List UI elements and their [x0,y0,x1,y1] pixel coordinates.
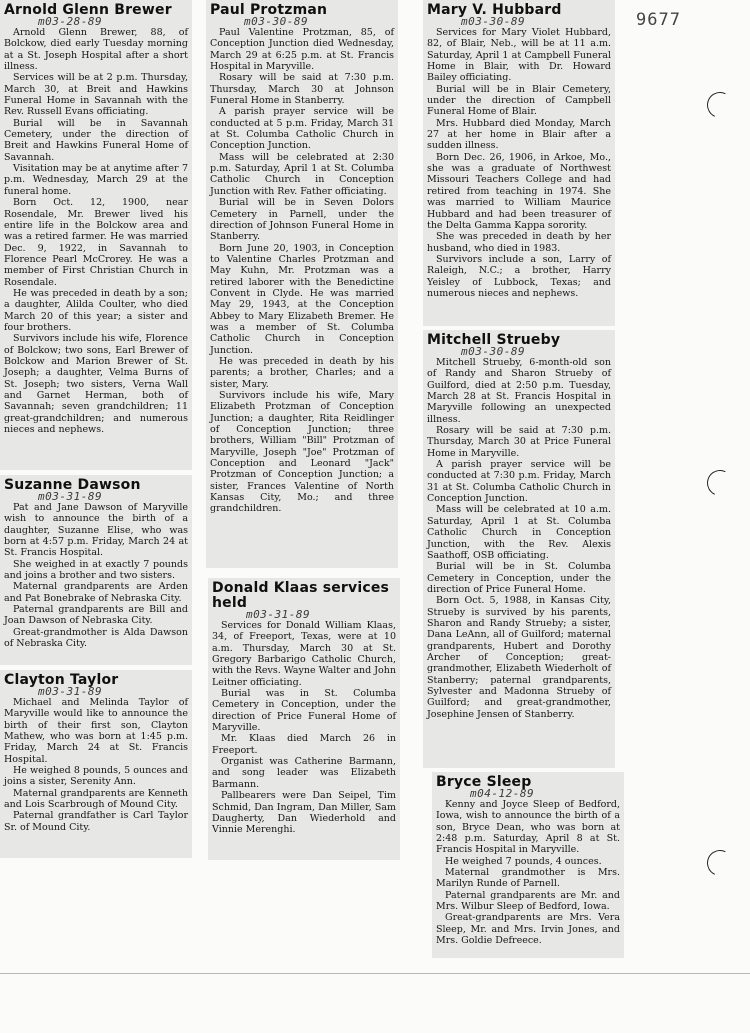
clipping-paragraph: Mrs. Hubbard died Monday, March 27 at her home in Blair after a sudden illness. [427,117,611,152]
clipping-paragraph: He was preceded in death by a son; a daughter, Alilda Coulter, who died March 20 of this year; a sister and four brothers. [4,287,188,333]
clipping-paragraph: Survivors include a son, Larry of Raleigh, N.C.; a brother, Harry Yeisley of Lubbock, Texas; and numerous nieces and nephews. [427,253,611,299]
clipping-paragraph: Burial will be in Seven Dolors Cemetery in Parnell, under the direction of Johnson Funeral Home in Stanberry. [210,197,394,243]
clipping-body [4,27,188,435]
clipping-brewer [0,0,192,470]
clipping-paragraph: Pallbearers were Dan Seipel, Tim Schmid, Dan Ingram, Dan Miller, Sam Daugherty, Dan Wiederhold and Vinnie Merenghi. [212,790,396,836]
clipping-paragraph: Maternal grandparents are Kenneth and Lois Scarbrough of Mound City. [4,787,188,811]
handwritten-date: m03-30-89 [244,15,309,28]
clipping-paragraph: Great-grandmother is Alda Dawson of Nebraska City. [4,626,188,650]
clipping-paragraph: She was preceded in death by her husband, who died in 1983. [427,231,611,254]
clipping-paragraph: Visitation may be at anytime after 7 p.m. Wednesday, March 29 at the funeral home. [4,163,188,197]
clipping-paragraph: A parish prayer service will be conducted at 5 p.m. Friday, March 31 at St. Columba Catholic Church in Conception Junction. [210,106,394,152]
clipping-protzman [206,0,398,568]
clipping-paragraph: Maternal grandmother is Mrs. Marilyn Runde of Parnell. [436,867,620,890]
handwritten-date: m03-31-89 [38,685,103,698]
handwritten-date: m03-30-89 [461,345,526,358]
clipping-body [212,620,396,836]
clipping-paragraph: Mr. Klaas died March 26 in Freeport. [212,733,396,756]
clipping-paragraph: Mass will be celebrated at 2:30 p.m. Saturday, April 1 at St. Columba Catholic Church in Conception Junction with Rev. Father officiating. [210,151,394,197]
handwritten-date: m03-30-89 [461,15,526,28]
clipping-title: Clayton Taylor [4,672,119,688]
clipping-title: Mary V. Hubbard [427,2,562,18]
clipping-title: Mitchell Strueby [427,332,561,348]
clipping-paragraph: Burial will be in St. Columba Cemetery in Conception, under the direction of Price Funeral Home. [427,561,611,595]
clipping-paragraph: Born Oct. 12, 1900, near Rosendale, Mr. Brewer lived his entire life in the Bolckow area and was a retired farmer. He was married Dec. 9, 1922, in Savannah to Florence Pearl McCrorey. He was a member of First Christian Church in Rosendale. [4,197,188,288]
clipping-body [427,27,611,299]
binder-hole-icon [703,846,736,879]
clipping-paragraph: Survivors include his wife, Mary Elizabeth Protzman of Conception Junction; a daughter, Rita Reidlinger of Conception Junction; three brothers, William "Bill" Protzman of Maryville, Joseph "Joe" Protzman of Conception and Leonard "Jack" Protzman of Conception Junction; a sister, Frances Valentine of North Kansas City, Mo.; and three grandchildren. [210,390,394,515]
clipping-title: Paul Protzman [210,2,328,18]
clipping-paragraph: Arnold Glenn Brewer, 88, of Bolckow, died early Tuesday morning at a St. Joseph Hospital after a short illness. [4,27,188,73]
clipping-title: Bryce Sleep [436,774,532,790]
handwritten-date: m03-31-89 [246,608,311,621]
handwritten-date: m03-31-89 [38,490,103,503]
clipping-paragraph: Burial will be in Savannah Cemetery, under the direction of Breit and Hawkins Funeral Home of Savannah. [4,117,188,163]
clipping-dawson [0,475,192,665]
clipping-paragraph: He was preceded in death by his parents; a brother, Charles; and a sister, Mary. [210,355,394,390]
clipping-paragraph: Burial will be in Blair Cemetery, under the direction of Campbell Funeral Home of Blair. [427,83,611,118]
clipping-paragraph: Services for Mary Violet Hubbard, 82, of Blair, Neb., will be at 11 a.m. Saturday, April 1 at Campbell Funeral Home in Blair, with Dr. Howard Bailey officiating. [427,27,611,84]
clipping-hubbard [423,0,615,326]
clipping-paragraph: Mitchell Strueby, 6-month-old son of Randy and Sharon Strueby of Guilford, died at 2:50 p.m. Tuesday, March 28 at St. Francis Hospital in Maryville following an unexpected illness. [427,357,611,425]
clipping-paragraph: Born June 20, 1903, in Conception to Valentine Charles Protzman and May Kuhn, Mr. Protzman was a retired laborer with the Benedictine Convent in Clyde. He was married May 29, 1943, at the Conception Abbey to Mary Elizabeth Bremer. He was a member of St. Columba Catholic Church in Conception Junction. [210,242,394,356]
clipping-paragraph: Pat and Jane Dawson of Maryville wish to announce the birth of a daughter, Suzanne Elise, who was born at 4:57 p.m. Friday, March 24 at St. Francis Hospital. [4,502,188,559]
page-edge-divider [0,973,750,974]
clipping-paragraph: Burial was in St. Columba Cemetery in Conception, under the direction of Price Funeral Home of Maryville. [212,688,396,734]
clipping-paragraph: Paternal grandparents are Bill and Joan Dawson of Nebraska City. [4,604,188,627]
clipping-body [436,799,620,946]
page-number: 9677 [636,10,681,30]
clipping-paragraph: Organist was Catherine Barmann, and song leader was Elizabeth Barmann. [212,756,396,790]
binder-hole-icon [703,88,736,121]
clipping-paragraph: Born Dec. 26, 1906, in Arkoe, Mo., she was a graduate of Northwest Missouri Teachers College and had retired from teaching in 1974. She was married to William Maurice Hubbard and had been treasurer of the Delta Gamma Kappa sorority. [427,151,611,231]
clipping-title: Suzanne Dawson [4,477,141,493]
clipping-paragraph: Michael and Melinda Taylor of Maryville would like to announce the birth of their first son, Clayton Mathew, who was born at 1:45 p.m. Friday, March 24 at St. Francis Hospital. [4,697,188,765]
clipping-paragraph: Maternal grandparents are Arden and Pat Bonebrake of Nebraska City. [4,581,188,604]
clipping-body [210,27,394,515]
clipping-strueby [423,330,615,768]
handwritten-date: m03-28-89 [38,15,103,28]
clipping-paragraph: Paternal grandfather is Carl Taylor Sr. of Mound City. [4,810,188,833]
clipping-paragraph: Survivors include his wife, Florence of Bolckow; two sons, Earl Brewer of Bolckow and Marion Brewer of St. Joseph; a daughter, Velma Burns of St. Joseph; two sisters, Verna Wall and Garnet Herman, both of Savannah; seven grandchildren; 11 great-grandchildren; and numerous nieces and nephews. [4,333,188,436]
clipping-body [4,697,188,833]
clipping-paragraph: Mass will be celebrated at 10 a.m. Saturday, April 1 at St. Columba Catholic Church in Conception Junction, with the Rev. Alexis Saathoff, OSB officiating. [427,504,611,561]
clipping-paragraph: Born Oct. 5, 1988, in Kansas City, Strueby is survived by his parents, Sharon and Randy Strueby; a sister, Dana LeAnn, all of Guilford; maternal grandparents, Hubert and Dorothy Archer of Conception; great-grandmother, Elizabeth Wiederholt of Stanberry; paternal grandparents, Sylvester and Madonna Strueby of Guilford; and great-grandmother, Josephine Jensen of Stanberry. [427,595,611,720]
clipping-paragraph: Rosary will be said at 7:30 p.m. Thursday, March 30 at Price Funeral Home in Maryville. [427,425,611,459]
clipping-paragraph: Great-grandparents are Mrs. Vera Sleep, Mr. and Mrs. Irvin Jones, and Mrs. Goldie Defreece. [436,912,620,947]
clipping-body [4,502,188,649]
clipping-paragraph: He weighed 8 pounds, 5 ounces and joins a sister, Serenity Ann. [4,765,188,788]
binder-hole-icon [703,466,736,499]
clipping-paragraph: Paternal grandparents are Mr. and Mrs. Wilbur Sleep of Bedford, Iowa. [436,889,620,913]
clipping-sleep [432,772,624,958]
clipping-paragraph: Paul Valentine Protzman, 85, of Conception Junction died Wednesday, March 29 at 6:25 p.m. at St. Francis Hospital in Maryville. [210,27,394,73]
clipping-taylor [0,670,192,858]
clipping-body [427,357,611,720]
handwritten-date: m04-12-89 [470,787,535,800]
clipping-title: Arnold Glenn Brewer [4,2,172,18]
clipping-paragraph: Services will be at 2 p.m. Thursday, March 30, at Breit and Hawkins Funeral Home in Savannah with the Rev. Russell Evans officiating. [4,72,188,118]
clipping-paragraph: Kenny and Joyce Sleep of Bedford, Iowa, wish to announce the birth of a son, Bryce Dean, who was born at 2:48 p.m. Saturday, April 8 at St. Francis Hospital in Maryville. [436,799,620,856]
clipping-paragraph: He weighed 7 pounds, 4 ounces. [445,855,602,867]
clipping-title: Donald Klaas services held [212,580,390,611]
clipping-paragraph: A parish prayer service will be conducted at 7:30 p.m. Friday, March 31 at St. Columba Catholic Church in Conception Junction. [427,459,611,505]
clipping-paragraph: Services for Donald William Klaas, 34, of Freeport, Texas, were at 10 a.m. Thursday, March 30 at St. Gregory Barbarigo Catholic Church, with the Revs. Wayne Walter and John Leitner officiating. [212,620,396,688]
clipping-paragraph: She weighed in at exactly 7 pounds and joins a brother and two sisters. [4,558,188,582]
clipping-paragraph: Rosary will be said at 7:30 p.m. Thursday, March 30 at Johnson Funeral Home in Stanberry. [210,72,394,107]
clipping-klaas [208,578,400,860]
